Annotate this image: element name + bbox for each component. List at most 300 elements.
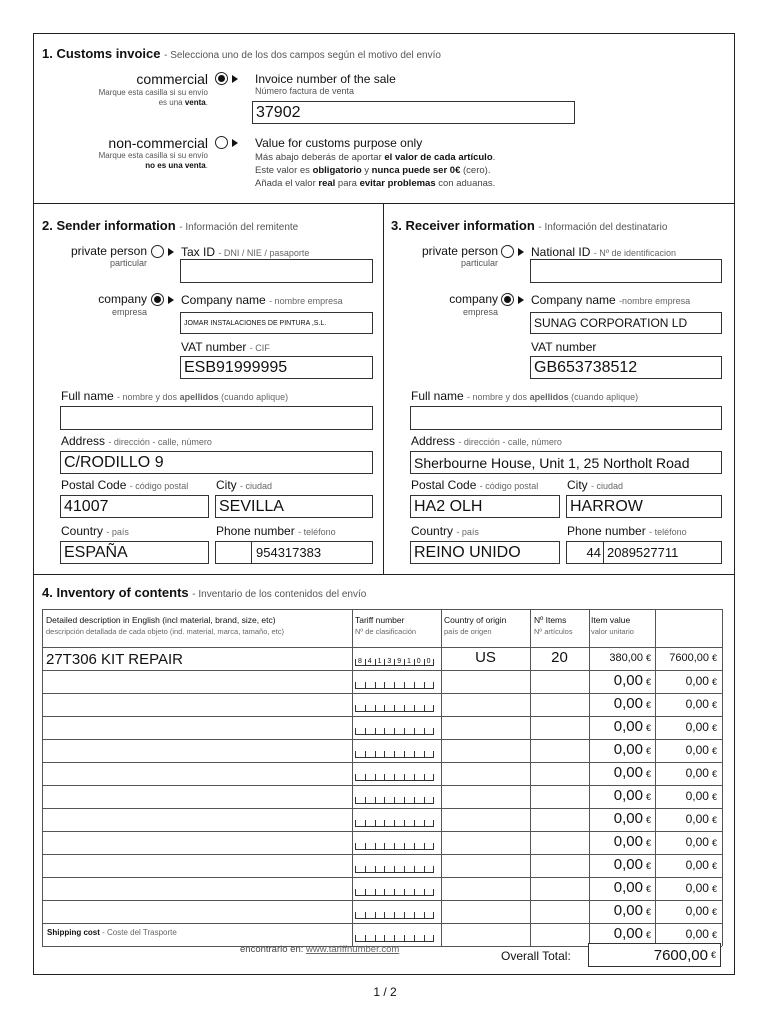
tariff-number-field[interactable] [355,775,434,781]
sender-section-title [42,218,298,233]
tariff-digit-tick [375,912,376,918]
tariff-digit-tick [375,705,376,711]
tariff-digit-tick [365,705,366,711]
tariff-digit-tick [414,866,415,872]
header-text: Detailed description in English (incl material, brand, size, etc) [46,615,276,625]
label-text: Company name [181,293,266,307]
row-separator [42,877,722,878]
tariff-digit: 8 [358,658,362,665]
tariff-digit-tick [375,797,376,803]
receiver-city-field[interactable]: HARROW [566,495,722,518]
commercial-note: Marque esta casilla si su envío es una venta. [98,88,208,107]
customs-value-notes: Más abajo deberás de aportar el valor de cada artículo. Este valor es obligatorio y nunca puede ser 0€ (cero). Añada el valor real para evitar problemas con aduanas. [255,152,496,189]
tariff-digit-tick [365,912,366,918]
sender-companyname-label [181,293,343,307]
receiver-postal-field[interactable]: HA2 OLH [410,495,560,518]
sender-company-label: company [98,292,147,306]
tariff-digit-tick [404,935,405,941]
section-subtitle: - Información del destinatario [538,222,668,233]
tariff-digit-tick [404,912,405,918]
commercial-note-bold: venta [184,98,206,107]
tariff-number-field[interactable] [355,844,434,850]
tariff-digit: 0 [416,658,421,665]
header-text: Tariff number [355,615,405,625]
tariff-digit: 1 [407,658,411,665]
row-separator [42,785,722,786]
section-subtitle: - Información del remitente [179,222,299,233]
tariff-digit-tick [394,843,395,849]
label-sub: - teléfono [298,527,336,537]
receiver-nationalid-label [531,245,676,259]
receiver-vat-label: VAT number [531,340,597,354]
item-subtotal: 0,00 € [685,904,717,918]
noncommercial-note-bold: no es una venta [145,161,206,170]
label-sub: -nombre empresa [619,296,691,306]
tariff-digit-tick [365,682,366,688]
label-sub: - CIF [249,343,270,353]
tariff-digit-tick [394,820,395,826]
tariff-digit-tick [424,866,425,872]
tariff-digit-tick [414,820,415,826]
tariff-digit-tick [384,751,385,757]
receiver-country-field[interactable]: REINO UNIDO [410,541,560,564]
tariff-digit-tick [414,659,415,665]
section-title-text: Receiver information [405,218,535,233]
tariff-digit-tick [365,935,366,941]
noncommercial-arrow-icon [232,139,238,147]
label-sub: - teléfono [649,527,687,537]
tariff-digit-tick [384,889,385,895]
tariff-digit-tick [414,682,415,688]
tariff-digit-tick [365,889,366,895]
sender-phone-field[interactable]: 954317383 [251,541,373,564]
receiver-company-sublabel: empresa [462,307,498,317]
header-sub: valor unitario [591,627,634,636]
tariff-digit-tick [384,797,385,803]
tariff-digit-tick [404,797,405,803]
tariff-digit-tick [404,866,405,872]
label-sub: - código postal [479,481,539,491]
tariff-number-field[interactable] [355,867,434,873]
tariff-digit-tick [424,820,425,826]
sender-private-label: private person [70,244,147,258]
label-sub: - dirección - calle, número [458,437,562,447]
noncommercial-radio[interactable] [215,136,228,149]
tariff-number-field[interactable] [355,821,434,827]
value-note2-bold1: obligatorio [312,165,362,176]
tariff-digit-tick [404,820,405,826]
tariff-digit-tick [424,751,425,757]
tariff-number-field[interactable] [355,890,434,896]
value-note3: Añada el valor [255,178,319,189]
section-number: 2. [42,218,53,233]
tariff-digit-tick [424,705,425,711]
country-of-origin[interactable]: US [475,649,496,666]
tariff-digit: 0 [426,658,431,665]
tariff-digit-tick [394,751,395,757]
tariff-number-field[interactable] [355,660,434,666]
tariff-digit-tick [384,912,385,918]
label-sub: - nombre y dos [117,392,180,402]
tariff-digit-tick [414,843,415,849]
header-text: Item value [591,615,631,625]
inventory-section-title [42,585,366,600]
tariff-digit-tick [375,728,376,734]
value-note3-bold1: real [318,178,336,189]
header-origin [444,614,506,638]
header-text: Nº Items [534,615,567,625]
tariff-digit-tick [433,797,434,803]
shipping-label-text: Shipping cost [47,928,100,937]
tariff-digit-tick [384,659,385,665]
receiver-phone-field[interactable]: 2089527711 [603,541,722,564]
tariff-number-field[interactable] [355,913,434,919]
commercial-note-line2: es una [158,98,185,107]
header-sub: Nº artículos [534,627,573,636]
header-sub: Nº de clasificación [355,627,417,636]
sender-taxid-field[interactable] [180,259,373,283]
tariff-digit-tick [365,843,366,849]
tariff-digit-tick [404,705,405,711]
tariff-digit-tick [433,728,434,734]
label-text: Postal Code [411,478,477,492]
item-subtotal: 0,00 € [685,743,717,757]
section-title-text: Sender information [56,218,176,233]
tariff-digit-tick [384,843,385,849]
label-sub: - país [456,527,479,537]
label-sub-post: (cuando aplique) [568,392,639,402]
section-subtitle: - Inventario de los contenidos del envío [192,589,367,600]
tariff-digit-tick [424,682,425,688]
sender-company-arrow-icon [168,296,174,304]
sender-postal-field[interactable]: 41007 [60,495,209,518]
tariff-number-field[interactable] [355,752,434,758]
section-number: 3. [391,218,402,233]
tariff-digit-tick [404,843,405,849]
header-description [46,614,284,638]
item-value[interactable]: 380,00 € [609,652,651,664]
tariff-number-field[interactable] [355,936,434,942]
item-value[interactable]: 0,00 € [613,672,651,689]
receiver-companyname-label [531,293,690,307]
tariff-digit-tick [365,797,366,803]
item-value[interactable]: 0,00 € [613,741,651,758]
sender-private-sublabel: particular [109,258,147,268]
label-text: Company name [531,293,616,307]
receiver-address-field[interactable]: Sherbourne House, Unit 1, 25 Northolt Road [410,451,722,474]
receiver-private-arrow-icon [518,248,524,256]
sender-country-field[interactable]: ESPAÑA [60,541,209,564]
tariff-digit-tick [355,843,356,849]
receiver-companyname-field[interactable]: SUNAG CORPORATION LD [530,312,722,334]
section-number: 1. [42,46,53,61]
label-sub: - código postal [129,481,189,491]
value-note1-bold: el valor de cada artículo [384,152,493,163]
sender-city-label [216,478,272,492]
label-text: Country [411,524,454,538]
sender-fullname-label [61,389,288,403]
tariff-digit-tick [365,728,366,734]
tariff-digit-tick [404,659,405,665]
receiver-company-arrow-icon [518,296,524,304]
receiver-phone-prefix-field[interactable]: 44 [566,541,604,564]
tariff-digit-tick [433,912,434,918]
overall-total-field[interactable] [588,943,721,967]
tariff-digit-tick [355,820,356,826]
tariff-digit-tick [404,682,405,688]
label-sub-bold: apellidos [179,392,219,402]
tariff-digit-tick [394,659,395,665]
tariff-digit-tick [375,820,376,826]
label-text: Country [61,524,104,538]
divider [383,203,384,574]
header-sub: descripción detallada de cada objeto (ind. material, marca, tamaño, etc) [46,627,285,636]
item-description[interactable]: 27T306 KIT REPAIR [46,651,184,668]
tariff-digit-tick [433,889,434,895]
value-note1: Más abajo deberás de aportar [255,152,385,163]
tariff-digit-tick [424,843,425,849]
tariff-digit-tick [355,728,356,734]
tariff-digit-tick [414,889,415,895]
receiver-section-title [391,218,667,233]
item-subtotal: 0,00 € [685,858,717,872]
sender-company-sublabel: empresa [111,307,147,317]
tariff-digit-tick [404,751,405,757]
tariff-lookup-link[interactable]: www.tariffnumber.com [306,944,400,955]
tariff-digit-tick [355,705,356,711]
lookup-text: encontrarlo en: [240,944,307,955]
tariff-digit-tick [414,705,415,711]
value-note2: Este valor es [255,165,313,176]
divider [33,203,735,204]
tariff-digit-tick [375,751,376,757]
item-subtotal: 0,00 € [685,720,717,734]
tariff-digit-tick [355,935,356,941]
tariff-digit-tick [394,705,395,711]
tariff-digit-tick [433,935,434,941]
sender-address-field[interactable]: C/RODILLO 9 [60,451,373,474]
item-value[interactable]: 0,00 € [613,833,651,850]
label-sub-bold: apellidos [529,392,569,402]
header-items [534,614,573,638]
header-sub: país de origen [444,627,492,636]
receiver-company-radio[interactable] [501,293,514,306]
tariff-number-field[interactable] [355,729,434,735]
tariff-digit-tick [384,705,385,711]
noncommercial-label: non-commercial [108,135,208,151]
sender-phone-prefix-field[interactable] [215,541,252,564]
row-separator [42,716,722,717]
tariff-digit-tick [394,682,395,688]
sender-private-arrow-icon [168,248,174,256]
tariff-digit-tick [433,751,434,757]
tariff-digit-tick [404,728,405,734]
divider [33,574,735,575]
label-text: National ID [531,245,591,259]
label-text: Address [411,434,456,448]
tariff-digit-tick [355,659,356,665]
tariff-digit-tick [424,728,425,734]
currency-symbol: € [710,950,716,960]
tariff-digit-tick [375,659,376,665]
table-border [42,609,43,946]
item-subtotal: 7600,00 € [669,652,717,664]
tariff-digit-tick [355,774,356,780]
tariff-digit-tick [375,774,376,780]
section-number: 4. [42,585,53,600]
sender-fullname-field[interactable] [60,406,373,430]
item-value[interactable]: 0,00 € [613,879,651,896]
receiver-private-label: private person [421,244,498,258]
tariff-digit-tick [394,797,395,803]
table-border [42,609,722,610]
receiver-nationalid-field[interactable] [530,259,722,283]
shipping-cost-label [47,928,177,937]
label-sub: - nombre y dos [467,392,530,402]
tariff-digit-tick [424,889,425,895]
tariff-digit-tick [375,682,376,688]
customs-section-title [42,46,441,61]
page-number: 1 / 2 [373,985,397,999]
tariff-digit-tick [375,866,376,872]
tariff-digit: 3 [387,658,392,665]
tariff-number-field[interactable] [355,798,434,804]
shipping-label-sub: - Coste del Trasporte [102,928,177,937]
tariff-digit-tick [355,889,356,895]
label-sub: - ciudad [240,481,273,491]
item-value[interactable]: 0,00 € [613,810,651,827]
tariff-digit-tick [414,912,415,918]
tariff-digit-tick [414,797,415,803]
header-item-value [591,614,634,638]
label-text: Address [61,434,106,448]
tariff-digit: 1 [377,658,382,665]
header-text: Country of origin [444,615,507,625]
tariff-digit-tick [394,728,395,734]
item-subtotal: 0,00 € [685,674,717,688]
value-note2-bold2: nunca puede ser 0€ [371,165,461,176]
label-sub: - país [106,527,129,537]
receiver-company-label: company [449,292,498,306]
invoice-number-field[interactable]: 37902 [252,101,575,124]
tariff-digit: 4 [367,658,372,665]
tariff-digit-tick [355,912,356,918]
receiver-vat-field[interactable]: GB653738512 [530,356,722,379]
tariff-number-field[interactable] [355,706,434,712]
label-text: Phone number [216,524,295,538]
tariff-digit-tick [384,728,385,734]
item-count[interactable]: 20 [551,649,568,666]
sender-company-radio[interactable] [151,293,164,306]
tariff-digit-tick [384,866,385,872]
receiver-phone-label [567,524,687,538]
invoice-number-sublabel: Número factura de venta [255,86,355,96]
tariff-digit-tick [433,820,434,826]
tariff-digit-tick [414,751,415,757]
table-border [42,647,722,648]
value-note3-bold2: evitar problemas [359,178,436,189]
tariff-digit-tick [394,912,395,918]
column-separator [352,609,353,946]
receiver-fullname-label [411,389,638,403]
commercial-note-line1: Marque esta casilla si su envío [98,88,208,97]
tariff-digit-tick [365,774,366,780]
tariff-digit-tick [414,935,415,941]
sender-vat-field[interactable]: ESB91999995 [180,356,373,379]
commercial-label: commercial [136,71,208,87]
tariff-digit-tick [394,774,395,780]
sender-taxid-label [181,245,309,259]
section-title-text: Inventory of contents [56,585,189,600]
sender-private-radio[interactable] [151,245,164,258]
section-title-text: Customs invoice [56,46,161,61]
item-value[interactable]: 0,00 € [613,718,651,735]
tariff-number-field[interactable] [355,683,434,689]
tariff-digit-tick [384,682,385,688]
tariff-digit-tick [355,682,356,688]
sender-country-label [61,524,129,538]
item-value[interactable]: 0,00 € [613,787,651,804]
tariff-digit-tick [424,659,425,665]
tariff-digit-tick [433,659,434,665]
receiver-postal-label [411,478,538,492]
tariff-digit-tick [384,935,385,941]
tariff-lookup-note [240,944,399,955]
item-subtotal: 0,00 € [685,766,717,780]
value-note2-mid: y [361,165,372,176]
label-sub: - nombre empresa [269,296,343,306]
label-text: City [216,478,237,492]
commercial-radio[interactable] [215,72,228,85]
label-text: VAT number [181,340,247,354]
item-value[interactable]: 0,00 € [613,856,651,873]
row-separator [42,762,722,763]
receiver-country-label [411,524,479,538]
row-separator [42,854,722,855]
tariff-digit-tick [404,889,405,895]
invoice-number-label: Invoice number of the sale [255,72,396,86]
tariff-digit-tick [424,912,425,918]
label-sub: - ciudad [591,481,624,491]
table-border [722,609,723,946]
item-value[interactable]: 0,00 € [613,695,651,712]
sender-city-field[interactable]: SEVILLA [215,495,373,518]
sender-address-label [61,434,212,448]
tariff-digit-tick [424,774,425,780]
row-separator [42,808,722,809]
item-value[interactable]: 0,00 € [613,925,651,942]
noncommercial-note: Marque esta casilla si su envío no es una venta. [98,151,208,170]
item-value[interactable]: 0,00 € [613,764,651,781]
label-sub: - DNI / NIE / pasaporte [218,248,310,258]
receiver-private-radio[interactable] [501,245,514,258]
row-separator [42,739,722,740]
receiver-fullname-field[interactable] [410,406,722,430]
item-subtotal: 0,00 € [685,835,717,849]
tariff-digit-tick [375,889,376,895]
item-subtotal: 0,00 € [685,789,717,803]
tariff-digit-tick [365,659,366,665]
item-subtotal: 0,00 € [685,812,717,826]
tariff-digit: 9 [397,658,402,665]
value-note2-post: (cero). [460,165,491,176]
item-value[interactable]: 0,00 € [613,902,651,919]
tariff-digit-tick [384,820,385,826]
label-text: Full name [411,389,464,403]
tariff-digit-tick [433,866,434,872]
sender-companyname-field[interactable]: JOMAR INSTALACIONES DE PINTURA ,S.L. [180,312,373,334]
tariff-digit-tick [365,751,366,757]
